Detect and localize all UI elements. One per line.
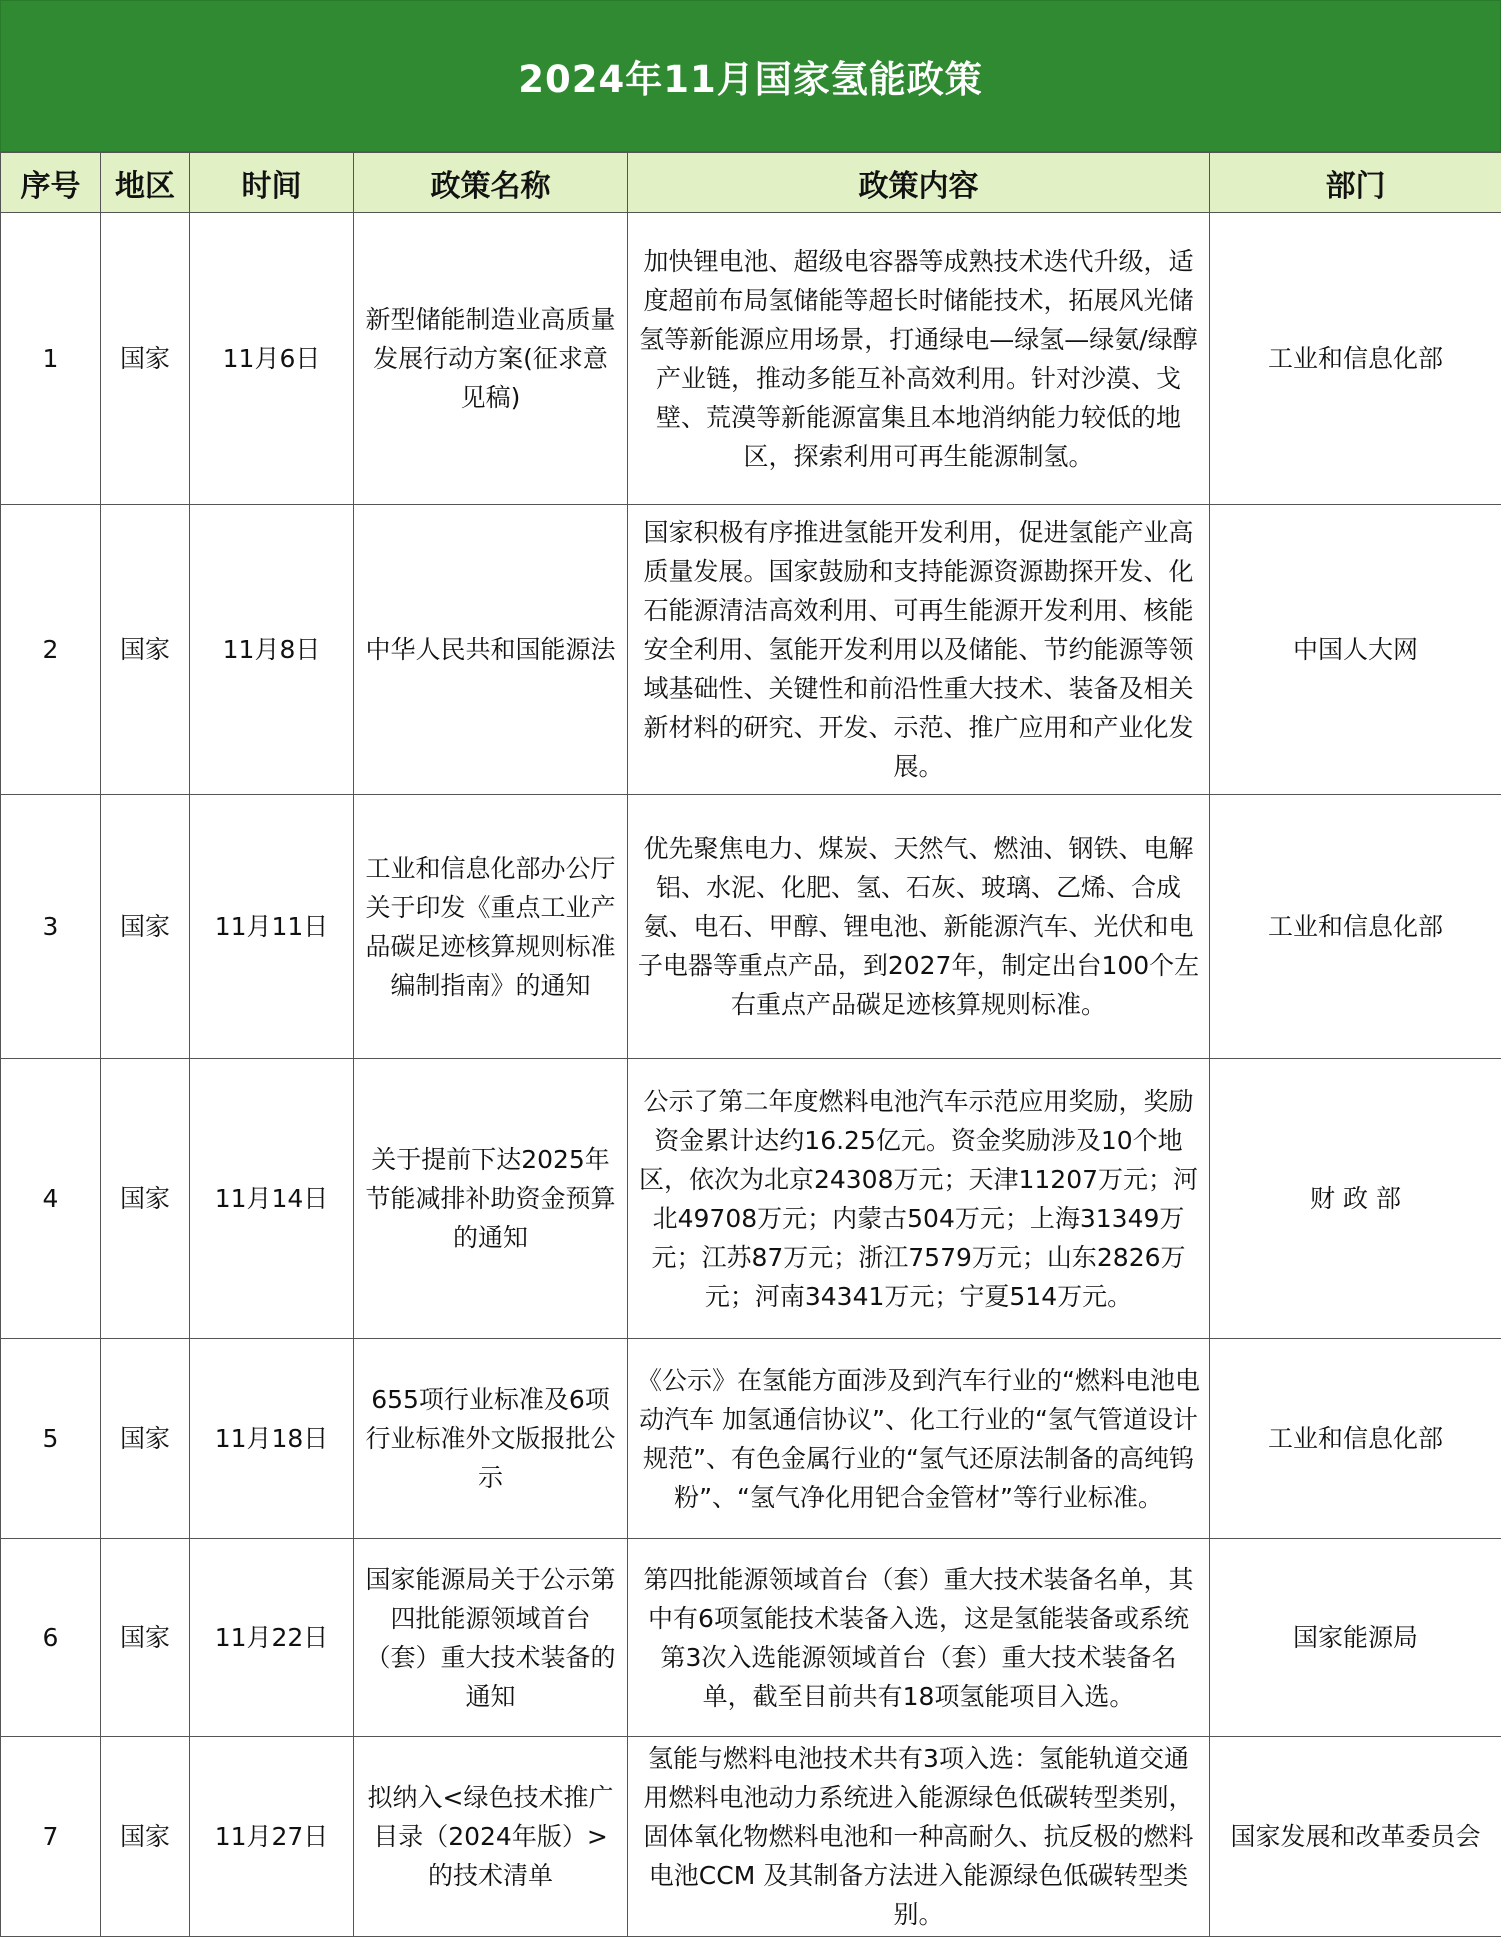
table-row bbox=[1, 1339, 1501, 1539]
row-date: 11月14日 bbox=[190, 1059, 354, 1339]
page-title: 2024年11月国家氢能政策 bbox=[0, 0, 1501, 152]
table-row bbox=[1, 1539, 1501, 1737]
row-department: 中国人大网 bbox=[1210, 505, 1501, 795]
row-policy-content: 《公示》在氢能方面涉及到汽车行业的“燃料电池电动汽车 加氢通信协议”、化工行业的“氢气管道设计规范”、有色金属行业的“氢气还原法制备的高纯钨粉”、“氢气净化用钯合金管材”等行业标准。 bbox=[628, 1339, 1210, 1539]
row-department: 国家能源局 bbox=[1210, 1539, 1501, 1737]
row-policy-content: 公示了第二年度燃料电池汽车示范应用奖励，奖励资金累计达约16.25亿元。资金奖励涉及10个地区，依次为北京24308万元；天津11207万元；河北49708万元；内蒙古504万元；上海31349万元；江苏87万元；浙江7579万元；山东2826万元；河南34341万元；宁夏514万元。 bbox=[628, 1059, 1210, 1339]
header-department: 部门 bbox=[1210, 153, 1501, 213]
table-row bbox=[1, 505, 1501, 795]
row-policy-content: 国家积极有序推进氢能开发利用，促进氢能产业高质量发展。国家鼓励和支持能源资源勘探开发、化石能源清洁高效利用、可再生能源开发利用、核能安全利用、氢能开发利用以及储能、节约能源等领域基础性、关键性和前沿性重大技术、装备及相关新材料的研究、开发、示范、推广应用和产业化发展。 bbox=[628, 505, 1210, 795]
row-region: 国家 bbox=[101, 1059, 190, 1339]
row-region: 国家 bbox=[101, 505, 190, 795]
policy-table bbox=[0, 152, 1501, 1937]
row-date: 11月8日 bbox=[190, 505, 354, 795]
row-date: 11月6日 bbox=[190, 213, 354, 505]
row-policy-content: 氢能与燃料电池技术共有3项入选：氢能轨道交通用燃料电池动力系统进入能源绿色低碳转型类别，固体氧化物燃料电池和一种高耐久、抗反极的燃料电池CCM 及其制备方法进入能源绿色低碳转型类别。 bbox=[628, 1737, 1210, 1937]
row-index: 6 bbox=[1, 1539, 101, 1737]
row-date: 11月18日 bbox=[190, 1339, 354, 1539]
row-policy-content: 第四批能源领域首台（套）重大技术装备名单，其中有6项氢能技术装备入选，这是氢能装备或系统第3次入选能源领域首台（套）重大技术装备名单，截至目前共有18项氢能项目入选。 bbox=[628, 1539, 1210, 1737]
row-index: 1 bbox=[1, 213, 101, 505]
row-region: 国家 bbox=[101, 1339, 190, 1539]
row-department: 国家发展和改革委员会 bbox=[1210, 1737, 1501, 1937]
header-region: 地区 bbox=[101, 153, 190, 213]
row-policy-name: 新型储能制造业高质量发展行动方案(征求意见稿) bbox=[354, 213, 628, 505]
row-department: 财 政 部 bbox=[1210, 1059, 1501, 1339]
row-department: 工业和信息化部 bbox=[1210, 213, 1501, 505]
row-policy-name: 工业和信息化部办公厅关于印发《重点工业产品碳足迹核算规则标准编制指南》的通知 bbox=[354, 795, 628, 1059]
row-date: 11月27日 bbox=[190, 1737, 354, 1937]
row-policy-name: 拟纳入<绿色技术推广目录（2024年版）>的技术清单 bbox=[354, 1737, 628, 1937]
row-date: 11月22日 bbox=[190, 1539, 354, 1737]
header-index: 序号 bbox=[1, 153, 101, 213]
header-policy-name: 政策名称 bbox=[354, 153, 628, 213]
row-region: 国家 bbox=[101, 1539, 190, 1737]
table-row bbox=[1, 213, 1501, 505]
row-index: 5 bbox=[1, 1339, 101, 1539]
table-row bbox=[1, 1059, 1501, 1339]
table-row bbox=[1, 1737, 1501, 1937]
row-policy-name: 国家能源局关于公示第四批能源领域首台（套）重大技术装备的通知 bbox=[354, 1539, 628, 1737]
row-department: 工业和信息化部 bbox=[1210, 1339, 1501, 1539]
row-region: 国家 bbox=[101, 795, 190, 1059]
header-date: 时间 bbox=[190, 153, 354, 213]
row-index: 2 bbox=[1, 505, 101, 795]
row-policy-content: 加快锂电池、超级电容器等成熟技术迭代升级，适度超前布局氢储能等超长时储能技术，拓展风光储氢等新能源应用场景，打通绿电—绿氢—绿氨/绿醇产业链，推动多能互补高效利用。针对沙漠、戈壁、荒漠等新能源富集且本地消纳能力较低的地区，探索利用可再生能源制氢。 bbox=[628, 213, 1210, 505]
row-index: 3 bbox=[1, 795, 101, 1059]
row-region: 国家 bbox=[101, 213, 190, 505]
row-index: 4 bbox=[1, 1059, 101, 1339]
row-index: 7 bbox=[1, 1737, 101, 1937]
header-row bbox=[1, 153, 1501, 213]
row-policy-content: 优先聚焦电力、煤炭、天然气、燃油、钢铁、电解铝、水泥、化肥、氢、石灰、玻璃、乙烯、合成氨、电石、甲醇、锂电池、新能源汽车、光伏和电子电器等重点产品，到2027年，制定出台100个左右重点产品碳足迹核算规则标准。 bbox=[628, 795, 1210, 1059]
row-policy-name: 中华人民共和国能源法 bbox=[354, 505, 628, 795]
row-policy-name: 关于提前下达2025年节能减排补助资金预算的通知 bbox=[354, 1059, 628, 1339]
header-policy-content: 政策内容 bbox=[628, 153, 1210, 213]
row-date: 11月11日 bbox=[190, 795, 354, 1059]
row-department: 工业和信息化部 bbox=[1210, 795, 1501, 1059]
table-row bbox=[1, 795, 1501, 1059]
row-region: 国家 bbox=[101, 1737, 190, 1937]
row-policy-name: 655项行业标准及6项行业标准外文版报批公示 bbox=[354, 1339, 628, 1539]
